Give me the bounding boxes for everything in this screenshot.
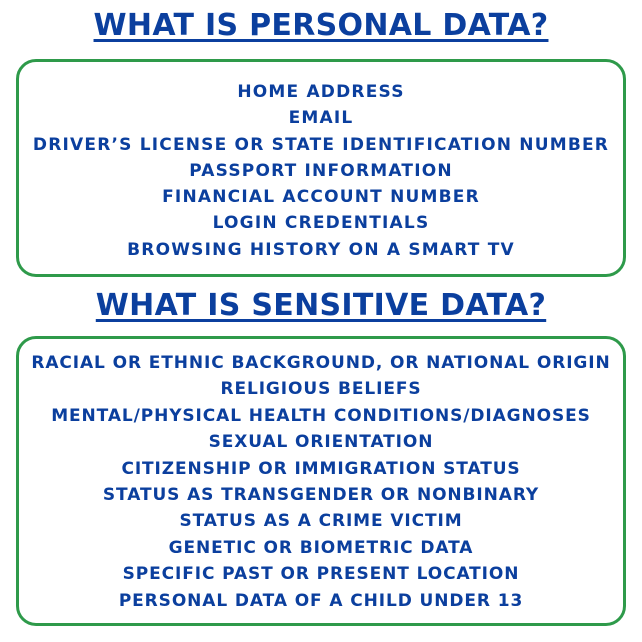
sensitive-data-item: GENETIC OR BIOMETRIC DATA [168,537,474,558]
personal-data-item: HOME ADDRESS [237,82,405,102]
sensitive-data-item: RACIAL OR ETHNIC BACKGROUND, OR NATIONAL ORIGIN [31,353,611,373]
sensitive-data-item: SPECIFIC PAST OR PRESENT LOCATION [122,564,520,585]
sensitive-data-box [16,336,626,626]
personal-data-item: BROWSING HISTORY ON A SMART TV [127,239,515,260]
sensitive-data-item: STATUS AS A CRIME VICTIM [179,511,463,532]
sensitive-data-item: RELIGIOUS BELIEFS [220,379,422,400]
sensitive-data-item: PERSONAL DATA OF A CHILD UNDER 13 [118,590,524,611]
sensitive-data-item: MENTAL/PHYSICAL HEALTH CONDITIONS/DIAGNOSES [51,405,591,426]
personal-data-heading: WHAT IS PERSONAL DATA? [93,8,549,43]
personal-data-item: LOGIN CREDENTIALS [212,213,430,234]
sensitive-data-item: SEXUAL ORIENTATION [208,432,434,453]
sensitive-data-item: STATUS AS TRANSGENDER OR NONBINARY [102,485,540,506]
personal-data-item: FINANCIAL ACCOUNT NUMBER [162,187,480,208]
personal-data-item: PASSPORT INFORMATION [189,160,453,181]
personal-data-item: EMAIL [288,108,354,129]
personal-data-box [16,59,626,277]
personal-data-item: DRIVER’S LICENSE OR STATE IDENTIFICATION NUMBER [32,134,610,155]
sensitive-data-item: CITIZENSHIP OR IMMIGRATION STATUS [121,458,521,479]
sensitive-data-heading: WHAT IS SENSITIVE DATA? [95,288,547,323]
